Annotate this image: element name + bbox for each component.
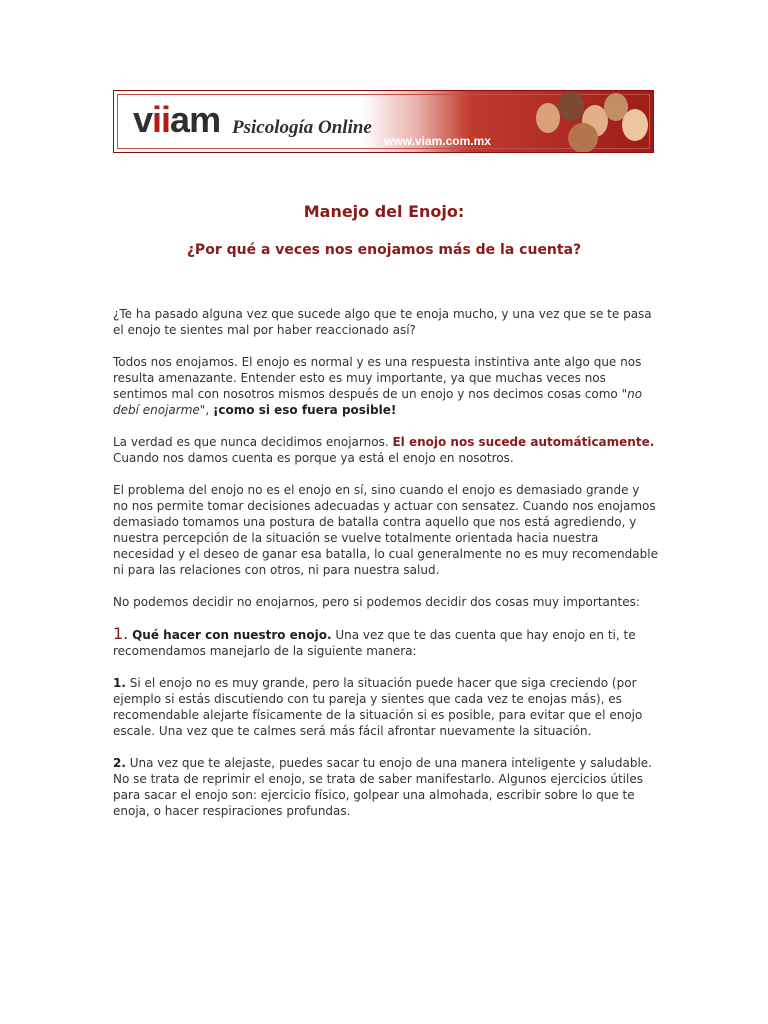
header-banner: [113, 90, 654, 153]
paragraph-text: La verdad es que nunca decidimos enojarnos.: [113, 435, 393, 449]
logo-letters-am: am: [170, 99, 221, 140]
paragraph-problem: El problema del enojo no es el enojo en sí, sino cuando el enojo es demasiado grande y no nos permite tomar decisiones adecuadas y actuar con sensatez. Cuando nos enojamos demasiado tomamos una postura de batalla contra aquello que nos está agrediendo, y nuestra percepción de la situación se vuelve totalmente orientada hacia nuestra necesidad y el deseo de ganar esa batalla, lo cual generalmente no es muy recomendable ni para las relaciones con otros, ni para nuestra salud.: [113, 483, 658, 577]
article-title: Manejo del Enojo:: [303, 202, 465, 221]
separator-text: ,: [205, 403, 213, 417]
section-heading: Qué hacer con nuestro enojo.: [132, 628, 332, 642]
list-item-step-2: [113, 755, 658, 819]
photo-face-6: [568, 123, 598, 153]
article-body: [113, 306, 658, 835]
step-number: 1.: [113, 676, 126, 690]
section-what-to-do: [113, 626, 658, 659]
article-subtitle: ¿Por qué a veces nos enojamos más de la cuenta?: [186, 242, 582, 258]
step-text: Una vez que te alejaste, puedes sacar tu enojo de una manera inteligente y saludable. No se trata de reprimir el enojo, se trata de saber manifestarlo. Algunos ejercicios útiles para sacar el enojo son: ejercicio físico, golpear una almohada, escribir sobre lo que te enoja, o hacer respiraciones profundas.: [113, 756, 652, 818]
paragraph-intro: ¿Te ha pasado alguna vez que sucede algo que te enoja mucho, y una vez que se te pasa el enojo te sientes mal por haber reaccionado así?: [113, 307, 652, 337]
section-text: Una vez que te das cuenta que hay enojo en ti, te recomendamos manejarlo de la siguiente manera:: [113, 628, 636, 658]
step-text: Si el enojo no es muy grande, pero la situación puede hacer que siga creciendo (por ejemplo si estás discutiendo con tu pareja y sientes que cada vez te enojas más), es recomendable alejarte físicamente de la situación si es posible, para evitar que el enojo escale. Una vez que te calmes será más fácil afrontar nuevamente la situación.: [113, 676, 643, 738]
photo-face-2: [558, 91, 584, 121]
photo-face-5: [622, 109, 648, 141]
logo-letter-v: v: [133, 99, 153, 140]
paragraph-never-decide: [113, 434, 658, 466]
paragraph-two-things: No podemos decidir no enojarnos, pero si podemos decidir dos cosas muy importantes:: [113, 595, 640, 609]
photo-face-1: [536, 103, 560, 133]
logo-tagline: Psicología Online: [232, 117, 372, 138]
emphasis-text: ¡como si eso fuera posible!: [212, 403, 397, 417]
step-number: 2.: [113, 756, 126, 770]
highlight-text: El enojo nos sucede automáticamente.: [392, 435, 655, 449]
people-photos-image: [534, 95, 650, 149]
paragraph-text: Cuando nos damos cuenta es porque ya está el enojo en nosotros.: [113, 451, 514, 465]
quote-text: "no debí enojarme": [113, 387, 643, 417]
site-url-link[interactable]: www.viam.com.mx: [384, 134, 491, 148]
logo[interactable]: [133, 100, 220, 140]
paragraph-text: Todos nos enojamos. El enojo es normal y es una respuesta instintiva ante algo que nos resulta amenazante. Entender esto es muy importante, ya que muchas veces nos sentimos mal con nosotros mismos después de un enojo y nos decimos cosas como: [113, 355, 642, 401]
paragraph-everyone-gets-angry: [113, 354, 658, 418]
list-item-step-1: [113, 675, 658, 739]
section-number: 1.: [113, 624, 129, 643]
logo-letters-ii: ii: [152, 99, 171, 140]
